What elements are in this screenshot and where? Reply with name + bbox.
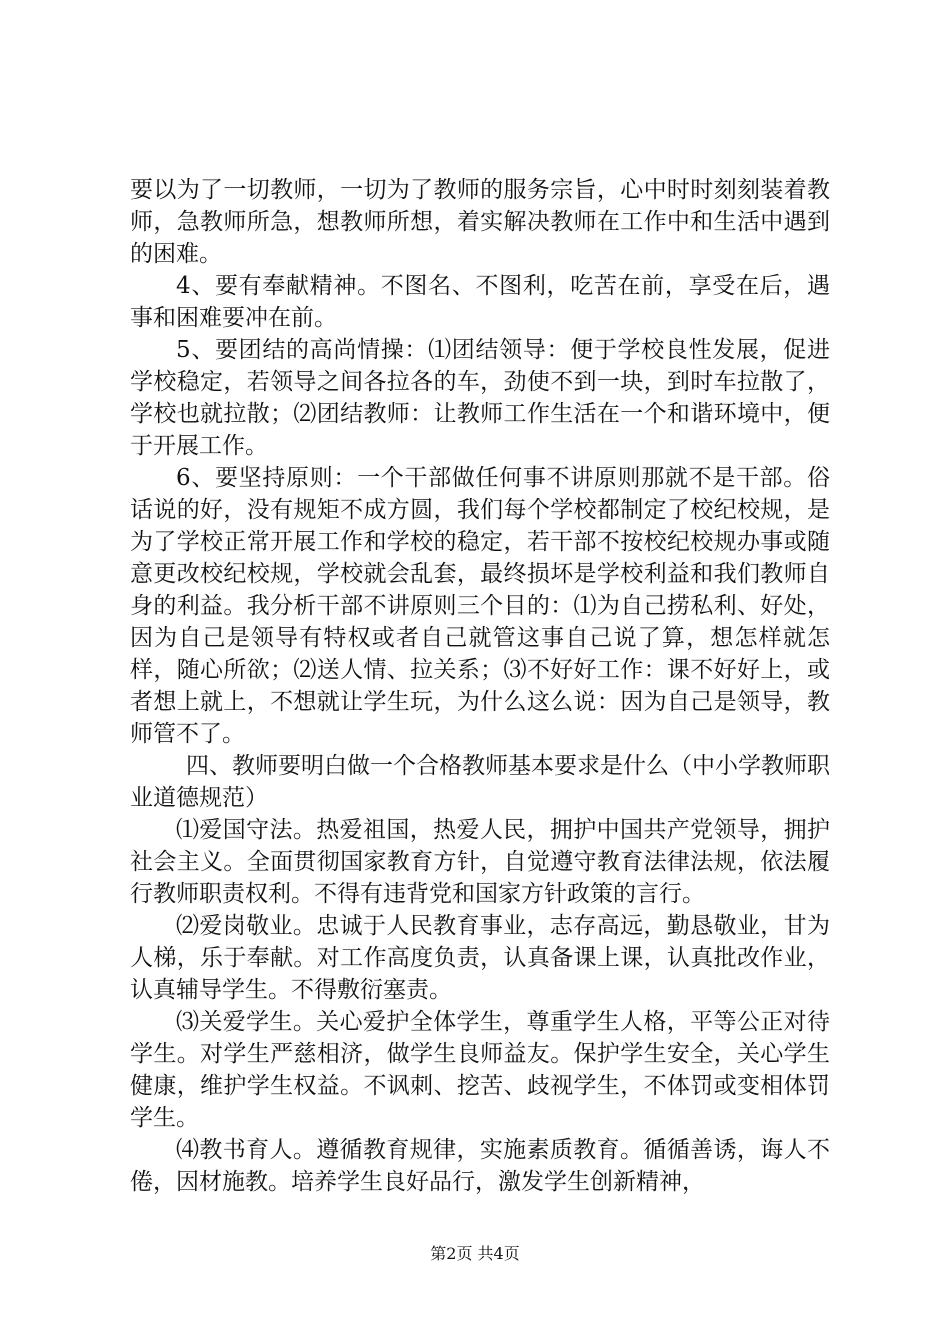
paragraph-service-purpose: 要以为了一切教师，一切为了教师的服务宗旨，心中时时刻刻装着教师，急教师所急，想教师所想，着实解决教师在工作中和生活中遇到的困难。 <box>130 177 830 267</box>
page-number-footer: 第2页 共4页 <box>430 1244 520 1263</box>
section-heading-four: 四、教师要明白做一个合格教师基本要求是什么（中小学教师职业道德规范） <box>130 753 830 811</box>
paragraph-unity: 5、要团结的高尚情操：⑴团结领导：便于学校良性发展，促进学校稳定，若领导之间各拉各的车，劲使不到一块，到时车拉散了，学校也就拉散；⑵团结教师：让教师工作生活在一个和谐环境中，便于开展工作。 <box>130 337 830 459</box>
document-body <box>130 174 830 1198</box>
paragraph-caring-students: ⑶关爱学生。关心爱护全体学生，尊重学生人格，平等公正对待学生。对学生严慈相济，做学生良师益友。保护学生安全，关心学生健康，维护学生权益。不讽刺、挖苦、歧视学生，不体罚或变相体罚学生。 <box>130 1009 830 1131</box>
paragraph-principles: 6、要坚持原则：一个干部做任何事不讲原则那就不是干部。俗话说的好，没有规矩不成方圆，我们每个学校都制定了校纪校规，是为了学校正常开展工作和学校的稳定，若干部不按校纪校规办事或随意更改校纪校规，学校就会乱套，最终损坏是学校利益和我们教师自身的利益。我分析干部不讲原则三个目的：⑴为自己捞私利、好处，因为自己是领导有特权或者自己就管这事自己说了算，想怎样就怎样，随心所欲；⑵送人情、拉关系；⑶不好好工作：课不好好上，或者想上就上，不想就让学生玩，为什么这么说：因为自己是领导，教师管不了。 <box>130 465 830 747</box>
paragraph-dedication: 4、要有奉献精神。不图名、不图利，吃苦在前，享受在后，遇事和困难要冲在前。 <box>130 273 830 331</box>
paragraph-teaching: ⑷教书育人。遵循教育规律，实施素质教育。循循善诱，诲人不倦，因材施教。培养学生良好品行，激发学生创新精神， <box>130 1137 830 1195</box>
paragraph-patriotism: ⑴爱国守法。热爱祖国，热爱人民，拥护中国共产党领导，拥护社会主义。全面贯彻国家教育方针，自觉遵守教育法律法规，依法履行教师职责权利。不得有违背党和国家方针政策的言行。 <box>130 817 830 907</box>
paragraph-dedication-to-work: ⑵爱岗敬业。忠诚于人民教育事业，志存高远，勤恳敬业，甘为人梯，乐于奉献。对工作高度负责，认真备课上课，认真批改作业，认真辅导学生。不得敷衍塞责。 <box>130 913 830 1003</box>
